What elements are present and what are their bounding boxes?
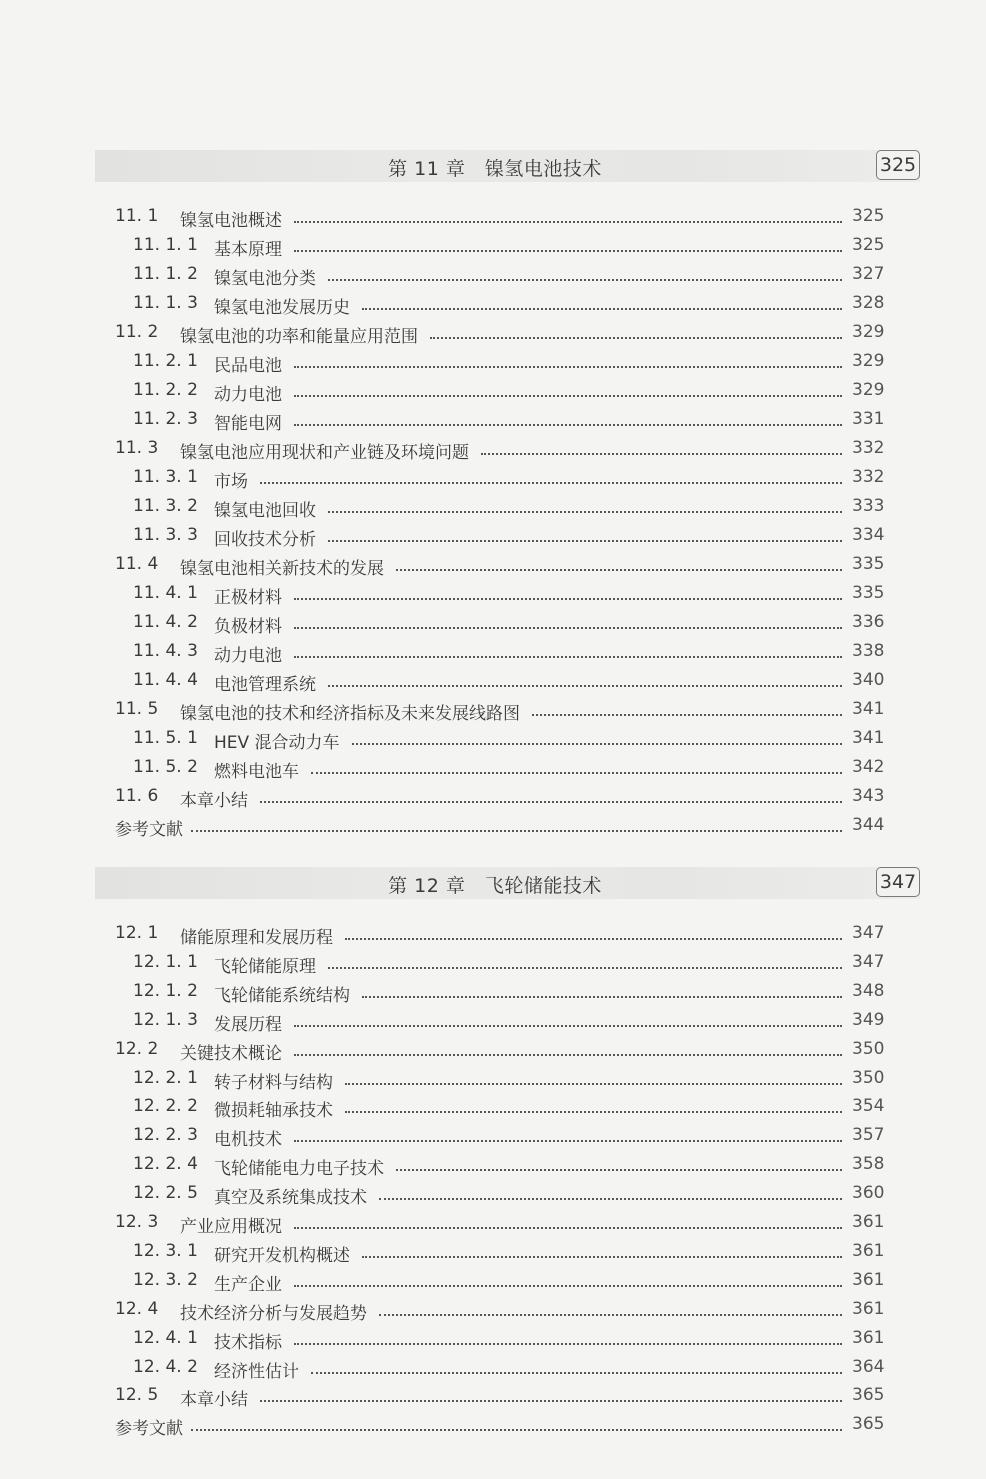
entry-number: 11. 4 [115, 554, 159, 574]
entry-page-number: 333 [852, 496, 885, 516]
toc-section-entry[interactable] [0, 1209, 986, 1238]
entry-title: 储能原理和发展历程 [180, 923, 339, 948]
entry-title: 发展历程 [214, 1010, 288, 1035]
toc-subsection-entry[interactable] [0, 978, 986, 1007]
toc-subsection-entry[interactable] [0, 261, 986, 290]
chapter-title: 第 11 章 镍氢电池技术 [388, 158, 602, 180]
toc-section-entry[interactable] [0, 920, 986, 949]
entry-title: 燃料电池车 [214, 757, 305, 782]
entry-title: 飞轮储能原理 [214, 952, 322, 977]
entry-page-number: 348 [852, 980, 885, 1001]
entry-title: 转子材料与结构 [214, 1068, 339, 1093]
dot-leader [379, 1314, 842, 1316]
entry-page-number: 361 [852, 1240, 885, 1261]
dot-leader [294, 1025, 842, 1027]
toc-subsection-entry[interactable] [0, 377, 986, 406]
entry-page-number: 328 [852, 293, 885, 313]
toc-subsection-entry[interactable] [0, 493, 986, 522]
entry-title: 参考文献 [115, 1414, 185, 1439]
entry-page-number: 329 [852, 351, 885, 371]
dot-leader [311, 772, 842, 774]
toc-subsection-entry[interactable] [0, 406, 986, 435]
dot-leader [345, 1111, 842, 1113]
dot-leader [328, 279, 842, 281]
toc-subsection-entry[interactable] [0, 580, 986, 609]
entry-number: 11. 4. 3 [133, 641, 198, 661]
entry-number: 12. 1. 1 [133, 951, 198, 972]
dot-leader [345, 1083, 842, 1085]
dot-leader [532, 714, 842, 716]
entry-number: 12. 4. 1 [133, 1327, 198, 1348]
toc-subsection-entry[interactable] [0, 1267, 986, 1296]
entry-number: 11. 1. 1 [133, 235, 198, 255]
entry-title: 经济性估计 [214, 1357, 305, 1382]
entry-number: 12. 2. 1 [133, 1067, 198, 1088]
entry-page-number: 327 [852, 264, 885, 284]
entry-number: 12. 2 [115, 1038, 159, 1059]
toc-subsection-entry[interactable] [0, 522, 986, 551]
entry-page-number: 360 [852, 1183, 885, 1204]
entry-number: 11. 6 [115, 786, 159, 806]
dot-leader [362, 308, 842, 310]
chapter-title: 第 12 章 飞轮储能技术 [388, 875, 602, 897]
entry-title: 镍氢电池相关新技术的发展 [180, 554, 390, 579]
chapter-page-number: 347 [876, 867, 920, 897]
dot-leader [294, 1343, 842, 1345]
dot-leader [328, 967, 842, 969]
entry-title: 电池管理系统 [214, 670, 322, 695]
entry-number: 12. 2. 2 [133, 1096, 198, 1117]
entry-page-number: 340 [852, 670, 885, 690]
toc-section-entry[interactable] [0, 783, 986, 812]
dot-leader [294, 1285, 842, 1287]
entry-title: 智能电网 [214, 409, 288, 434]
entry-title: 动力电池 [214, 641, 288, 666]
entry-page-number: 334 [852, 525, 885, 545]
toc-references-entry[interactable] [0, 812, 986, 841]
toc-section-entry[interactable] [0, 319, 986, 348]
chapter-page-number: 325 [876, 150, 920, 180]
toc-subsection-entry[interactable] [0, 1151, 986, 1180]
entry-title: 真空及系统集成技术 [214, 1183, 373, 1208]
entry-page-number: 338 [852, 641, 885, 661]
entry-page-number: 329 [852, 380, 885, 400]
entry-title: 镍氢电池应用现状和产业链及环境问题 [180, 438, 475, 463]
entry-page-number: 325 [852, 235, 885, 255]
toc-subsection-entry[interactable] [0, 290, 986, 319]
entry-page-number: 361 [852, 1269, 885, 1290]
entry-page-number: 341 [852, 728, 885, 748]
dot-leader [260, 801, 842, 803]
dot-leader [191, 1429, 842, 1431]
entry-page-number: 331 [852, 409, 885, 429]
entry-number: 11. 5. 1 [133, 728, 198, 748]
toc-subsection-entry[interactable] [0, 1325, 986, 1354]
entry-title: 镍氢电池的功率和能量应用范围 [180, 322, 424, 347]
entry-number: 12. 4. 2 [133, 1356, 198, 1377]
toc-section-entry[interactable] [0, 1296, 986, 1325]
entry-number: 11. 3 [115, 438, 159, 458]
entry-number: 11. 3. 1 [133, 467, 198, 487]
entry-page-number: 347 [852, 923, 885, 943]
dot-leader [294, 1054, 842, 1056]
entry-title: 飞轮储能电力电子技术 [214, 1154, 390, 1179]
entry-title: 市场 [214, 467, 254, 492]
entry-page-number: 350 [852, 1038, 885, 1059]
dot-leader [294, 627, 842, 629]
toc-subsection-entry[interactable] [0, 667, 986, 696]
entry-number: 12. 3. 1 [133, 1240, 198, 1261]
toc-subsection-entry[interactable] [0, 609, 986, 638]
dot-leader [294, 656, 842, 658]
entry-page-number: 347 [852, 951, 885, 972]
entry-number: 12. 1. 3 [133, 1009, 198, 1030]
toc-subsection-entry[interactable] [0, 1238, 986, 1267]
entry-number: 11. 3. 2 [133, 496, 198, 516]
entry-title: 电机技术 [214, 1125, 288, 1150]
entry-title: 技术指标 [214, 1328, 288, 1353]
entry-title: 动力电池 [214, 380, 288, 405]
toc-subsection-entry[interactable] [0, 949, 986, 978]
dot-leader [396, 569, 842, 571]
dot-leader [294, 366, 842, 368]
toc-subsection-entry[interactable] [0, 725, 986, 754]
toc-subsection-entry[interactable] [0, 1354, 986, 1383]
entry-title: 本章小结 [180, 786, 254, 811]
toc-subsection-entry[interactable] [0, 1007, 986, 1036]
dot-leader [260, 482, 842, 484]
entry-title: 微损耗轴承技术 [214, 1096, 339, 1121]
entry-page-number: 341 [852, 699, 885, 719]
entry-page-number: 365 [852, 1385, 885, 1406]
toc-section-entry[interactable] [0, 551, 986, 580]
entry-title: 民品电池 [214, 351, 288, 376]
entry-number: 11. 2 [115, 322, 159, 342]
dot-leader [260, 1400, 842, 1402]
dot-leader [294, 424, 842, 426]
entry-title: 基本原理 [214, 235, 288, 260]
toc-section-entry[interactable] [0, 1382, 986, 1411]
entry-title: 回收技术分析 [214, 525, 322, 550]
entry-title: 研究开发机构概述 [214, 1241, 356, 1266]
entry-page-number: 335 [852, 554, 885, 574]
dot-leader [294, 598, 842, 600]
entry-title: HEV 混合动力车 [214, 728, 346, 753]
entry-title: 镍氢电池发展历史 [214, 293, 356, 318]
entry-number: 12. 3. 2 [133, 1269, 198, 1290]
entry-title: 镍氢电池概述 [180, 206, 288, 231]
dot-leader [352, 743, 842, 745]
entry-number: 11. 2. 1 [133, 351, 198, 371]
entry-number: 11. 4. 2 [133, 612, 198, 632]
dot-leader [362, 1256, 842, 1258]
entry-number: 11. 1 [115, 206, 159, 226]
entry-number: 12. 4 [115, 1298, 159, 1319]
dot-leader [294, 1227, 842, 1229]
entry-number: 12. 1. 2 [133, 980, 198, 1001]
toc-section-entry[interactable] [0, 435, 986, 464]
entry-title: 技术经济分析与发展趋势 [180, 1299, 373, 1324]
entry-page-number: 358 [852, 1154, 885, 1175]
toc-subsection-entry[interactable] [0, 348, 986, 377]
entry-number: 11. 3. 3 [133, 525, 198, 545]
entry-page-number: 336 [852, 612, 885, 632]
dot-leader [328, 540, 842, 542]
entry-number: 11. 5. 2 [133, 757, 198, 777]
toc-subsection-entry[interactable] [0, 464, 986, 493]
entry-title: 镍氢电池回收 [214, 496, 322, 521]
entry-number: 12. 2. 5 [133, 1183, 198, 1204]
toc-subsection-entry[interactable] [0, 638, 986, 667]
entry-page-number: 342 [852, 757, 885, 777]
toc-section-entry[interactable] [0, 696, 986, 725]
toc-subsection-entry[interactable] [0, 1065, 986, 1094]
entry-page-number: 343 [852, 786, 885, 806]
dot-leader [430, 337, 842, 339]
entry-page-number: 332 [852, 467, 885, 487]
entry-number: 11. 4. 1 [133, 583, 198, 603]
entry-page-number: 354 [852, 1096, 885, 1117]
entry-number: 11. 1. 2 [133, 264, 198, 284]
dot-leader [294, 250, 842, 252]
entry-page-number: 350 [852, 1067, 885, 1088]
dot-leader [294, 221, 842, 223]
entry-page-number: 365 [852, 1414, 885, 1435]
dot-leader [191, 830, 842, 832]
entry-title: 镍氢电池的技术和经济指标及未来发展线路图 [180, 699, 526, 724]
entry-number: 12. 2. 3 [133, 1125, 198, 1146]
entry-page-number: 332 [852, 438, 885, 458]
toc-section-entry[interactable] [0, 203, 986, 232]
entry-number: 11. 4. 4 [133, 670, 198, 690]
dot-leader [328, 685, 842, 687]
entry-number: 12. 1 [115, 923, 159, 943]
entry-title: 本章小结 [180, 1385, 254, 1410]
dot-leader [328, 511, 842, 513]
entry-number: 11. 5 [115, 699, 159, 719]
entry-page-number: 364 [852, 1356, 885, 1377]
entry-page-number: 325 [852, 206, 885, 226]
entry-number: 11. 1. 3 [133, 293, 198, 313]
entry-page-number: 335 [852, 583, 885, 603]
toc-subsection-entry[interactable] [0, 754, 986, 783]
entry-page-number: 357 [852, 1125, 885, 1146]
entry-page-number: 329 [852, 322, 885, 342]
entry-page-number: 361 [852, 1327, 885, 1348]
entry-title: 生产企业 [214, 1270, 288, 1295]
entry-page-number: 361 [852, 1212, 885, 1232]
dot-leader [345, 938, 842, 940]
entry-number: 11. 2. 3 [133, 409, 198, 429]
entry-title: 关键技术概论 [180, 1039, 288, 1064]
entry-number: 12. 3 [115, 1212, 159, 1232]
dot-leader [294, 395, 842, 397]
entry-title: 产业应用概况 [180, 1212, 288, 1237]
toc-section-entry[interactable] [0, 1036, 986, 1065]
entry-page-number: 344 [852, 815, 885, 835]
entry-number: 12. 5 [115, 1385, 159, 1406]
entry-number: 11. 2. 2 [133, 380, 198, 400]
toc-subsection-entry[interactable] [0, 1093, 986, 1122]
entry-title: 参考文献 [115, 815, 185, 840]
toc-subsection-entry[interactable] [0, 1180, 986, 1209]
dot-leader [311, 1372, 842, 1374]
entry-title: 正极材料 [214, 583, 288, 608]
dot-leader [481, 453, 842, 455]
dot-leader [396, 1169, 842, 1171]
toc-references-entry[interactable] [0, 1411, 986, 1440]
entry-number: 12. 2. 4 [133, 1154, 198, 1175]
dot-leader [362, 996, 842, 998]
dot-leader [379, 1198, 842, 1200]
entry-page-number: 361 [852, 1298, 885, 1319]
dot-leader [294, 1140, 842, 1142]
entry-title: 飞轮储能系统结构 [214, 981, 356, 1006]
entry-title: 镍氢电池分类 [214, 264, 322, 289]
toc-subsection-entry[interactable] [0, 232, 986, 261]
entry-title: 负极材料 [214, 612, 288, 637]
toc-subsection-entry[interactable] [0, 1122, 986, 1151]
entry-page-number: 349 [852, 1009, 885, 1030]
